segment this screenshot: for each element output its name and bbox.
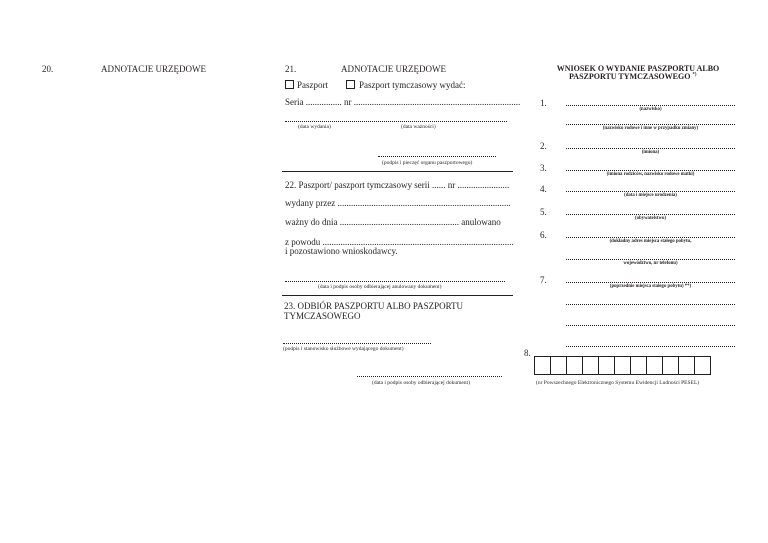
section-23-title-line2: TYMCZASOWEGO [284, 311, 361, 321]
temporary-passport-checkbox[interactable] [346, 80, 355, 89]
temporary-passport-option-label: Paszport tymczasowy wydać: [359, 80, 466, 90]
first-names-caption: (imiona) [641, 150, 660, 155]
previous-residence-caption: (poprzednie miejsca stałego pobytu) **) [609, 284, 692, 289]
pesel-digit-cell[interactable] [614, 356, 631, 375]
field-8-number: 8. [524, 348, 531, 358]
field-5-number: 5. [540, 207, 547, 217]
application-title-footnote: *) [692, 72, 697, 78]
section-20-number: 20. [42, 64, 54, 74]
pesel-digit-cell[interactable] [534, 356, 551, 375]
receiver-signature-line[interactable] [357, 376, 502, 377]
field-6-number: 6. [540, 230, 547, 240]
pesel-caption: (nr Powszechnego Elektronicznego Systemu Ewidencji Ludności PESEL) [536, 380, 700, 386]
surname-field[interactable] [566, 105, 735, 106]
application-title-line1: WNIOSEK O WYDANIE PASZPORTU ALBO [556, 64, 720, 73]
authority-signature-caption: (podpis i pieczęć organu paszportowego) [382, 160, 473, 166]
cancel-signature-caption: (data i podpis osoby odbierającej anulowany dokument) [318, 284, 442, 290]
section-22-title: 22. Paszport/ paszport tymczasowy serii ...... nr ....................... [285, 180, 510, 190]
section-divider-23 [282, 295, 513, 296]
passport-checkbox[interactable] [285, 80, 294, 89]
field-3-number: 3. [540, 163, 547, 173]
address-caption: (dokładny adres miejsca stałego pobytu, [609, 239, 692, 244]
issued-by-line: wydany przez ............................................................................. [285, 198, 511, 208]
pesel-digit-cell[interactable] [662, 356, 679, 375]
citizenship-field[interactable] [566, 214, 735, 215]
pesel-digit-cell[interactable] [550, 356, 567, 375]
official-signature-caption: (podpis i stanowisko służbowe wydającego dokument) [283, 346, 404, 352]
field-2-number: 2. [540, 141, 547, 151]
citizenship-caption: (obywatelstwo) [635, 216, 666, 221]
application-title-line2 [569, 72, 696, 81]
voivodeship-phone-field[interactable] [566, 259, 735, 260]
pesel-digit-cell[interactable] [646, 356, 663, 375]
section-21-number: 21. [285, 64, 297, 74]
dates-dotted-line[interactable] [285, 121, 507, 122]
previous-residence-extra-line-2[interactable] [566, 325, 735, 326]
parents-names-caption: (imiona rodziców, nazwisko rodowe matki) [606, 172, 695, 177]
field-4-number: 4. [540, 184, 547, 194]
valid-until-line: ważny do dnia ..................................................... anulowano [285, 217, 501, 227]
previous-residence-extra-line-3[interactable] [566, 346, 735, 347]
voivodeship-phone-caption: województwo, nr telefonu) [623, 261, 678, 266]
seria-number-line: Seria ................ nr .......................................................................... [285, 97, 521, 107]
receiver-signature-caption: (data i podpis osoby odbierającej dokument) [372, 380, 470, 386]
authority-signature-line[interactable] [378, 156, 496, 157]
section-20-title: ADNOTACJE URZĘDOWE [101, 64, 207, 74]
first-names-field[interactable] [566, 148, 735, 149]
cancel-signature-line[interactable] [285, 281, 505, 282]
left-to-applicant-text: i pozostawiono wnioskodawcy. [285, 246, 398, 256]
section-21-title: ADNOTACJE URZĘDOWE [341, 64, 447, 74]
section-23-title-line1: 23. ODBIÓR PASZPORTU ALBO PASZPORTU [284, 301, 464, 311]
issue-date-caption: (data wydania) [298, 124, 331, 130]
family-name-caption: (nazwisko rodowe i inne w przypadku zmiany) [602, 126, 699, 131]
section-divider-22 [282, 171, 513, 172]
application-title-text: PASZPORTU TYMCZASOWEGO [569, 72, 691, 81]
parents-names-field[interactable] [566, 170, 735, 171]
field-1-number: 1. [540, 98, 547, 108]
pesel-digit-cell[interactable] [582, 356, 599, 375]
pesel-input-boxes[interactable] [534, 356, 711, 375]
passport-option-label: Paszport [297, 80, 328, 90]
pesel-digit-cell[interactable] [598, 356, 615, 375]
pesel-digit-cell[interactable] [630, 356, 647, 375]
official-signature-line[interactable] [283, 343, 431, 344]
field-7-number: 7. [540, 275, 547, 285]
previous-residence-extra-line-1[interactable] [566, 304, 735, 305]
birth-date-place-caption: (data i miejsce urodzenia) [624, 193, 677, 198]
previous-residence-field[interactable] [566, 282, 735, 283]
pesel-digit-cell[interactable] [566, 356, 583, 375]
pesel-digit-cell[interactable] [678, 356, 695, 375]
reason-line: z powodu ..................................................................................... [285, 237, 514, 247]
surname-caption: (nazwisko) [639, 107, 662, 112]
family-name-field[interactable] [566, 124, 735, 125]
pesel-digit-cell[interactable] [694, 356, 711, 375]
address-field[interactable] [566, 237, 735, 238]
validity-date-caption: (data ważności) [401, 124, 436, 130]
birth-date-place-field[interactable] [566, 191, 735, 192]
